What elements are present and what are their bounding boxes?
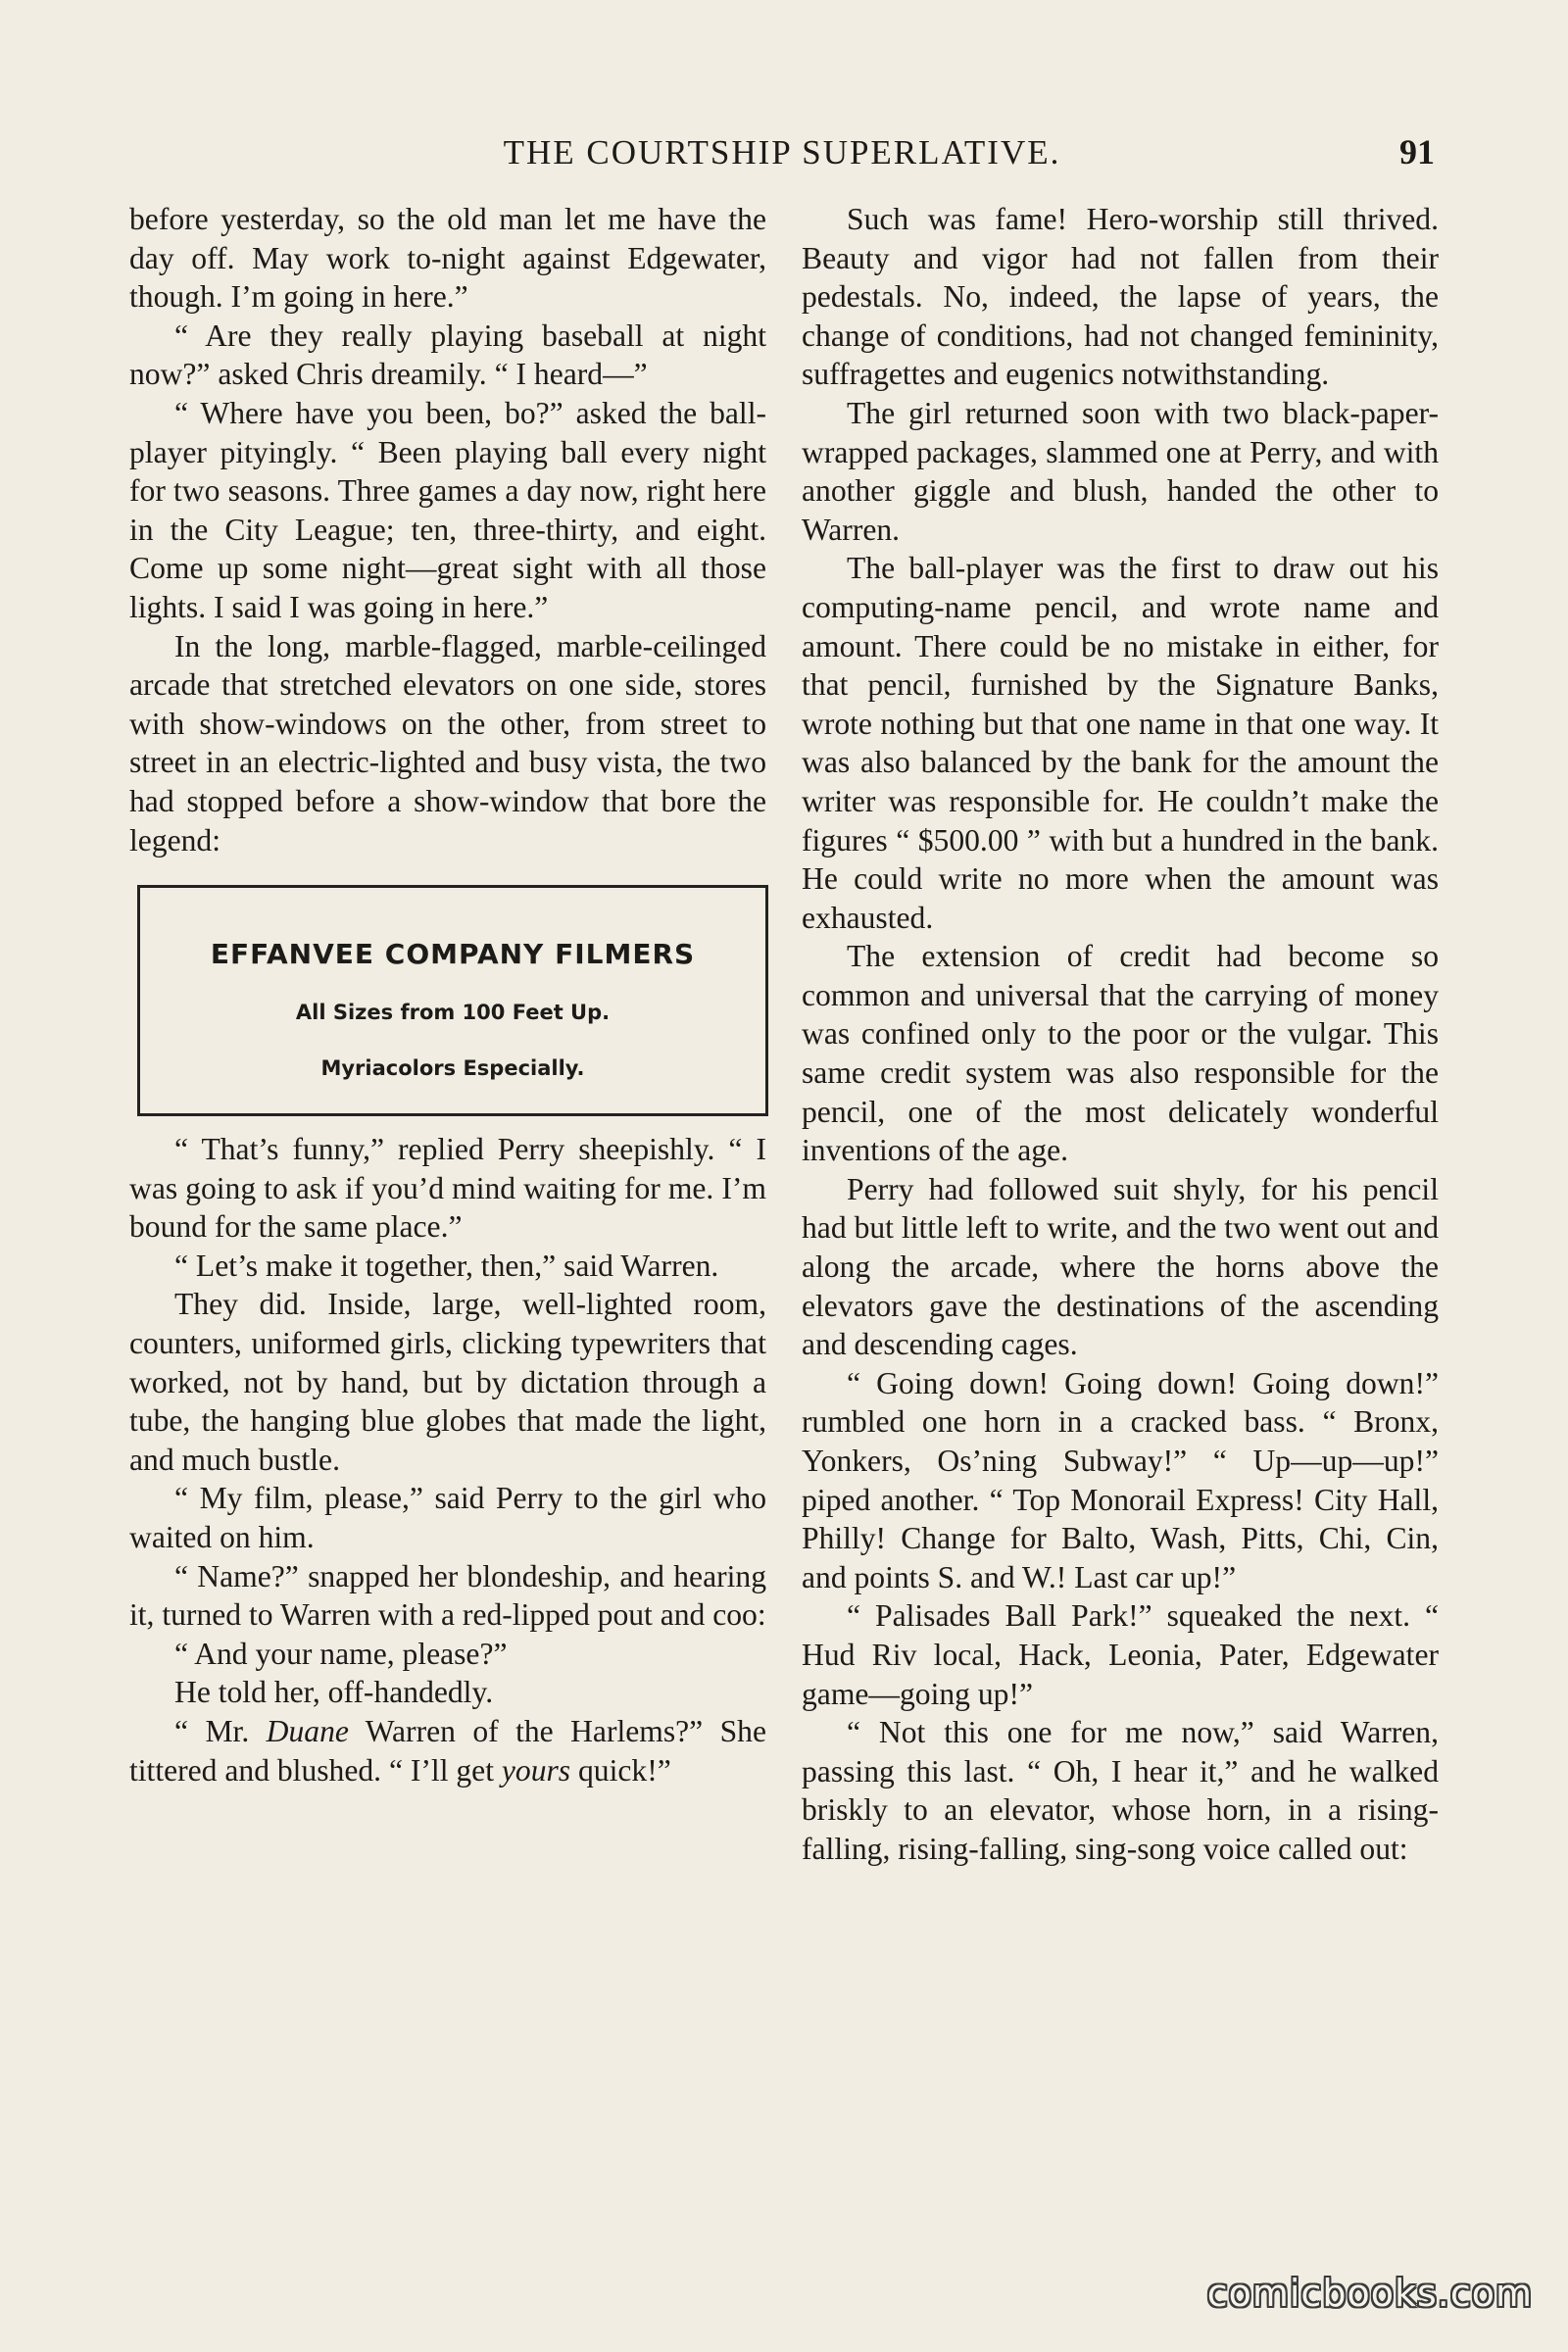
right-column — [802, 200, 1439, 1869]
text-run: quick!” — [570, 1752, 671, 1788]
paragraph: The extension of credit had become so common and universal that the carrying of money was confined only to the poor or the vulgar. This same credit system was also responsible for the pencil, one of the most delicately wonderful inventions of the age. — [802, 939, 1439, 1168]
paragraph: Perry had followed suit shyly, for his pencil had but little left to write, and the two went out and along the arcade, where the horns above the elevators gave the destinations of the ascending and descending cages. — [802, 1171, 1439, 1362]
italic-text: Duane — [266, 1714, 349, 1748]
paragraph: “ Name?” snapped her blondeship, and hearing it, turned to Warren with a red-lipped pout and coo: — [129, 1558, 766, 1633]
paragraph: “ Where have you been, bo?” asked the ball-player pityingly. “ Been playing ball every night for two seasons. Three games a day now, right here in the City League; ten, three-thirty, and eight. Come up some night—great sight with all those lights. I said I was going in here.” — [129, 395, 766, 624]
running-title: THE COURTSHIP SUPERLATIVE. — [503, 133, 1061, 172]
paragraph: “ Let’s make it together, then,” said Warren. — [174, 1248, 719, 1283]
left-column — [129, 200, 766, 1789]
paragraph: He told her, off-handedly. — [174, 1675, 494, 1710]
paragraph: Such was fame! Hero-worship still thrived. Beauty and vigor had not fallen from their pedestals. No, indeed, the lapse of years, the change of conditions, had not changed femininity, suffragettes and eugenics notwithstanding. — [802, 202, 1439, 392]
paragraph: before yesterday, so the old man let me have the day off. May work to-night against Edgewater, though. I’m going in here.” — [129, 202, 766, 315]
paragraph: “ Are they really playing baseball at night now?” asked Chris dreamily. “ I heard—” — [129, 318, 766, 392]
paragraph: “ My film, please,” said Perry to the girl who waited on him. — [129, 1481, 766, 1555]
sign-colors: Myriacolors Especially. — [320, 1056, 585, 1081]
sign-sizes: All Sizes from 100 Feet Up. — [295, 1000, 611, 1024]
paragraph — [129, 1712, 766, 1789]
show-window-sign — [137, 885, 768, 1116]
sign-company-name: EFFANVEE COMPANY FILMERS — [210, 938, 696, 971]
paragraph: “ Going down! Going down! Going down!” rumbled one horn in a cracked bass. “ Bronx, Yonkers, Os’ning Subway!” “ Up—up—up!” piped another. “ Top Monorail Express! City Hall, Philly! Change for Balto, Wash, Pitts, Chi, Cin, and points S. and W.! Last car up!” — [802, 1365, 1439, 1594]
italic-text: yours — [501, 1752, 571, 1788]
text-run: “ Mr. — [174, 1714, 267, 1748]
paragraph: The girl returned soon with two black-paper-wrapped packages, slammed one at Perry, and with another giggle and blush, handed the other to Warren. — [802, 395, 1439, 547]
page-number: 91 — [1399, 132, 1435, 172]
site-watermark: comicbooks.com — [1206, 2272, 1533, 2315]
page-header — [129, 133, 1435, 178]
paragraph: In the long, marble-flagged, marble-ceilinged arcade that stretched elevators on one side, stores with show-windows on the other, from street to street in an electric-lighted and busy vista, the two had stopped before a show-window that bore the legend: — [129, 628, 766, 858]
text-run: Warren of the Harlems?” She tittered and blushed. “ I’ll get — [129, 1714, 767, 1788]
paragraph: They did. Inside, large, well-lighted room, counters, uniformed girls, clicking typewriters that worked, not by hand, but by dictation through a tube, the hanging blue globes that made the light, and much bustle. — [129, 1287, 766, 1477]
paragraph: “ Palisades Ball Park!” squeaked the next. “ Hud Riv local, Hack, Leonia, Pater, Edgewater game—going up!” — [802, 1598, 1439, 1711]
paragraph: “ Not this one for me now,” said Warren, passing this last. “ Oh, I hear it,” and he walked briskly to an elevator, whose horn, in a rising-falling, rising-falling, sing-song voice called out: — [802, 1715, 1439, 1866]
paragraph: “ And your name, please?” — [174, 1636, 508, 1671]
paragraph: The ball-player was the first to draw out his computing-name pencil, and wrote name and amount. There could be no mistake in either, for that pencil, furnished by the Signature Banks, wrote nothing but that one name in that one way. It was also balanced by the bank for the amount the writer was responsible for. He couldn’t make the figures “ $500.00 ” with but a hundred in the bank. He could write no more when the amount was exhausted. — [802, 551, 1439, 935]
paragraph: “ That’s funny,” replied Perry sheepishly. “ I was going to ask if you’d mind waiting for me. I’m bound for the same place.” — [129, 1132, 766, 1245]
